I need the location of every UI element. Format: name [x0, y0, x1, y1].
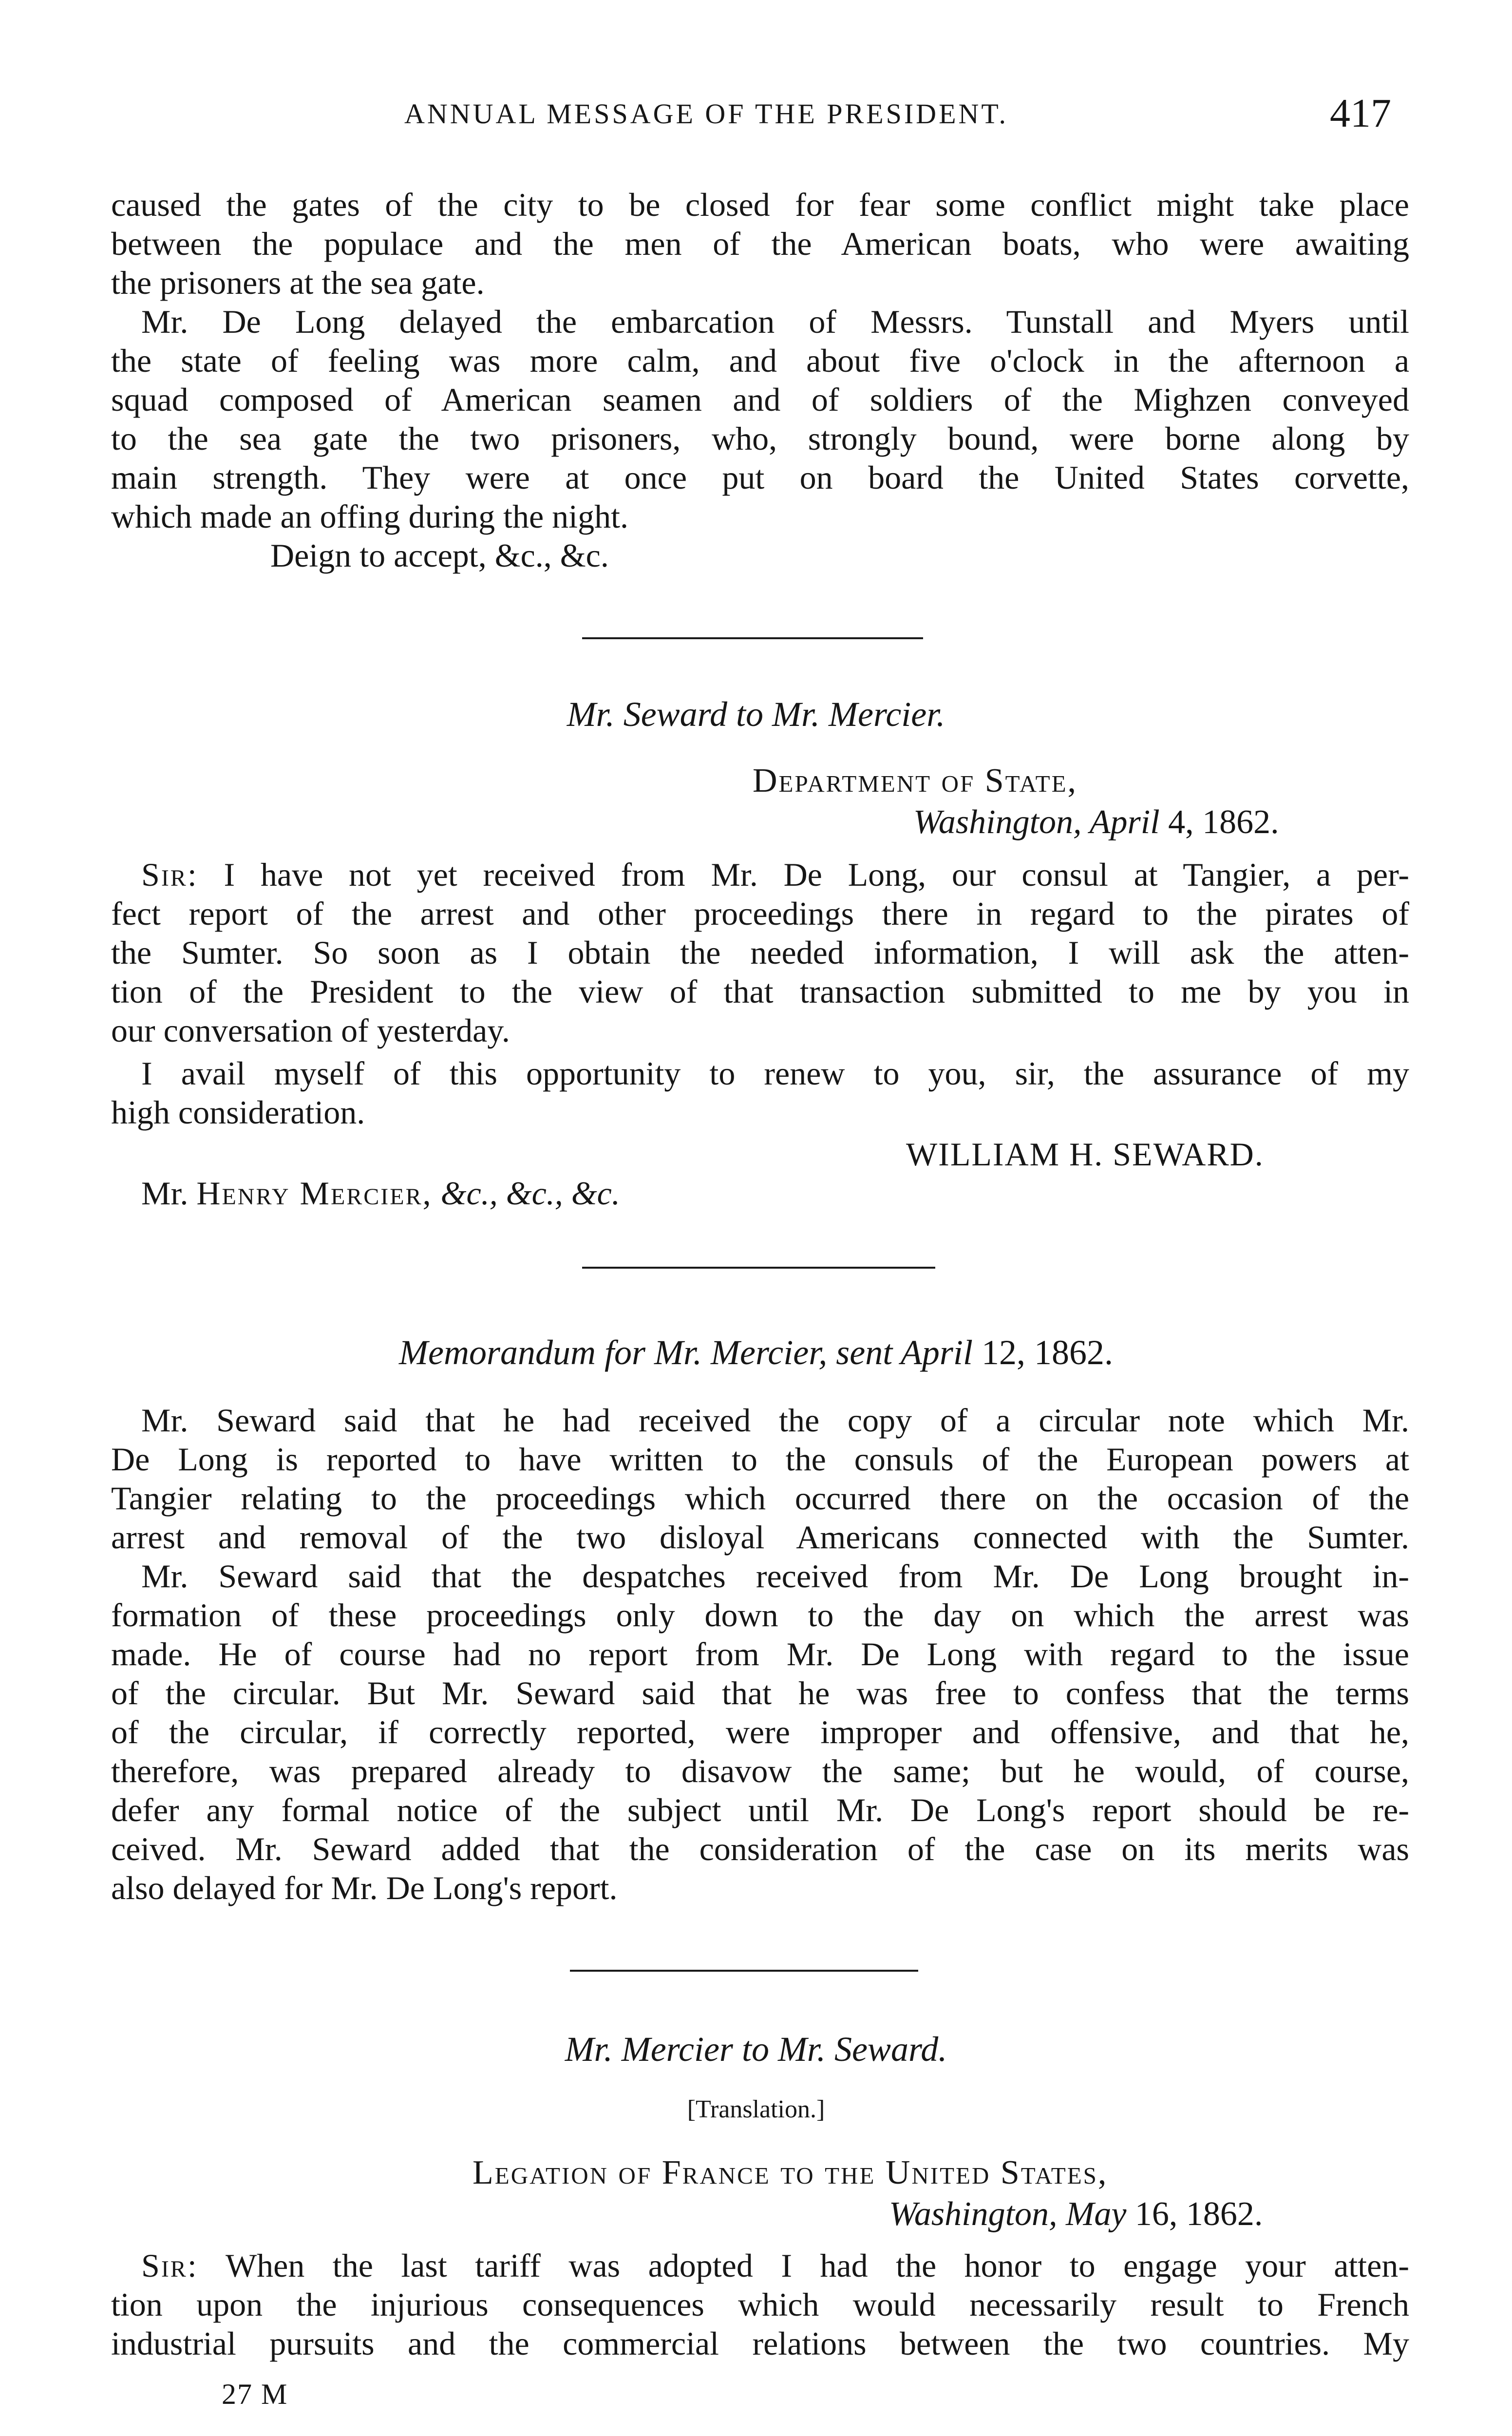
dateline-office: Legation of France to the United States, [472, 2154, 1108, 2191]
text-line: of the circular, if correctly reported, were improper and offensive, and that he, [111, 1713, 1409, 1751]
salutation: Sir: [141, 856, 198, 893]
text-line-body: I have not yet received from Mr. De Long, our consul at Tangier, a per- [224, 856, 1410, 893]
addressee-name: Henry Mercier, [196, 1175, 433, 1212]
running-head: ANNUAL MESSAGE OF THE PRESIDENT. [404, 98, 1009, 130]
page-number: 417 [1330, 91, 1391, 136]
dateline-date: 4, 1862. [1168, 803, 1279, 841]
dateline [889, 2195, 1263, 2234]
text-line: I avail myself of this opportunity to renew to you, sir, the assurance of my [141, 1055, 1409, 1092]
letter-heading: Mr. Seward to Mr. Mercier. [567, 695, 945, 734]
text-line: which made an offing during the night. [111, 498, 628, 535]
dateline-place: Washington, April [913, 803, 1160, 841]
signature-mark: 27 M [222, 2378, 288, 2410]
addressee-prefix: Mr. [141, 1175, 189, 1212]
text-line: between the populace and the men of the American boats, who were awaiting [111, 225, 1409, 262]
text-line: Mr. De Long delayed the embarcation of Messrs. Tunstall and Myers until [141, 303, 1409, 340]
text-line: of the circular. But Mr. Seward said that he was free to confess that the terms [111, 1675, 1409, 1712]
salutation: Sir: [141, 2247, 198, 2284]
text-line: Mr. Seward said that the despatches received from Mr. De Long brought in- [141, 1558, 1409, 1595]
text-line: De Long is reported to have written to the consuls of the European powers at [111, 1441, 1409, 1478]
text-line: industrial pursuits and the commercial relations between the two countries. My [111, 2325, 1409, 2362]
addressee-suffix: &c., &c., &c. [440, 1175, 620, 1212]
text-line: tion of the President to the view of that transaction submitted to me by you in [111, 973, 1409, 1010]
signature: WILLIAM H. SEWARD. [906, 1136, 1264, 1173]
text-line: to the sea gate the two prisoners, who, strongly bound, were borne along by [111, 420, 1409, 457]
addressee [141, 1174, 620, 1213]
section-divider [582, 637, 923, 639]
text-line: arrest and removal of the two disloyal Americans connected with the Sumter. [111, 1519, 1409, 1556]
text-line: Mr. Seward said that he had received the copy of a circular note which Mr. [141, 1402, 1409, 1439]
section-divider [570, 1970, 918, 1972]
text-line: tion upon the injurious consequences which would necessarily result to French [111, 2286, 1409, 2323]
text-line: formation of these proceedings only down to the day on which the arrest was [111, 1597, 1409, 1634]
text-line-body: When the last tariff was adopted I had the honor to engage your atten- [225, 2247, 1410, 2284]
text-line: caused the gates of the city to be closed for fear some conflict might take place [111, 186, 1409, 223]
text-line: squad composed of American seamen and of soldiers of the Mighzen conveyed [111, 381, 1409, 418]
letter-heading: Mr. Mercier to Mr. Seward. [565, 2030, 947, 2069]
text-line: Tangier relating to the proceedings which occurred there on the occasion of the [111, 1480, 1409, 1517]
text-line: defer any formal notice of the subject until Mr. De Long's report should be re- [111, 1791, 1409, 1828]
text-line: the Sumter. So soon as I obtain the needed information, I will ask the atten- [111, 934, 1409, 971]
text-line [141, 855, 1409, 894]
memorandum-heading-text: Memorandum for Mr. Mercier, sent April [399, 1333, 973, 1372]
text-line: ceived. Mr. Seward added that the consideration of the case on its merits was [111, 1830, 1409, 1867]
text-line [141, 2246, 1409, 2285]
text-line: the state of feeling was more calm, and about five o'clock in the afternoon a [111, 342, 1409, 379]
memorandum-heading [0, 1332, 1512, 1373]
translation-note: [Translation.] [687, 2095, 825, 2123]
dateline-date: 16, 1862. [1134, 2195, 1263, 2233]
text-line: therefore, was prepared already to disavow the same; but he would, of course, [111, 1752, 1409, 1789]
memorandum-heading-date: 12, 1862. [981, 1333, 1113, 1372]
section-divider [582, 1267, 935, 1269]
closing-line: Deign to accept, &c., &c. [270, 537, 609, 574]
text-line: fect report of the arrest and other proceedings there in regard to the pirates of [111, 895, 1409, 932]
dateline [913, 803, 1279, 842]
dateline-office: Department of State, [753, 762, 1078, 799]
text-line: also delayed for Mr. De Long's report. [111, 1869, 618, 1906]
text-line: our conversation of yesterday. [111, 1012, 510, 1049]
text-line: main strength. They were at once put on board the United States corvette, [111, 459, 1409, 496]
dateline-place: Washington, May [889, 2195, 1127, 2233]
text-line: made. He of course had no report from Mr. De Long with regard to the issue [111, 1636, 1409, 1673]
text-line: the prisoners at the sea gate. [111, 264, 485, 301]
text-line: high consideration. [111, 1094, 365, 1131]
